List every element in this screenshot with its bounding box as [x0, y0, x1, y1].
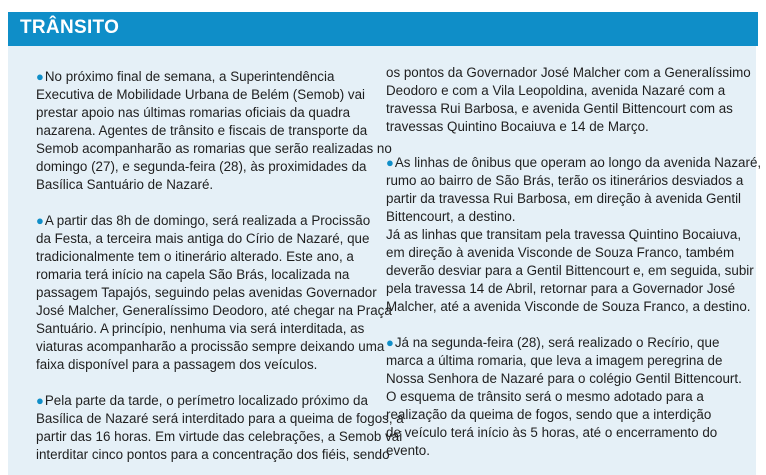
line-text: A partir das 8h de domingo, será realizada a Procissão: [44, 213, 371, 228]
line-text: de veículo terá início às 5 horas, até o encerramento do: [386, 425, 718, 440]
paragraph: [36, 212, 392, 374]
text-line: [386, 118, 732, 136]
line-text: Basílica Santuário de Nazaré.: [36, 177, 214, 192]
left-column: [36, 68, 404, 464]
text-line: [36, 68, 380, 86]
line-text: O esquema de trânsito será o mesmo adotado para a: [386, 389, 704, 404]
line-text: No próximo final de semana, a Superintendência: [44, 69, 335, 84]
text-line: [36, 266, 380, 284]
line-text: Executiva de Mobilidade Urbana de Belém (Semob) vai: [36, 87, 365, 102]
bullet-icon: ●: [386, 335, 394, 350]
line-text: realização da queima de fogos, sendo que a interdição: [386, 407, 712, 422]
text-line: [36, 140, 392, 158]
text-line: [36, 446, 390, 464]
line-text: Nossa Senhora de Nazaré para o colégio Gentil Bittencourt.: [386, 371, 742, 386]
paragraph: [386, 334, 742, 460]
text-line: [36, 284, 380, 302]
text-line: [36, 230, 380, 248]
line-text: partir da travessa Rui Barbosa, em direção à avenida Gentil: [386, 191, 742, 206]
line-text: rumo ao bairro de São Brás, terão os itinerários desviados a: [386, 173, 744, 188]
line-text: Já as linhas que transitam pela travessa Quintino Bocaiuva,: [386, 227, 742, 242]
text-line: [36, 356, 380, 374]
right-column: [386, 64, 762, 460]
text-line: [36, 176, 380, 194]
text-line: [386, 442, 732, 460]
line-text: partir das 16 horas. Em virtude das celebrações, a Semob vai: [36, 429, 403, 444]
text-line: [386, 388, 732, 406]
text-line: [36, 122, 380, 140]
text-line: [386, 406, 732, 424]
line-text: travessas Quintino Bocaiuva e 14 de Março.: [386, 119, 649, 134]
bullet-icon: ●: [36, 393, 44, 408]
text-line: [36, 104, 380, 122]
line-text: faixa disponível para a passagem dos veículos.: [36, 357, 318, 372]
line-text: deverão desviar para a Gentil Bittencourt e, em seguida, subir: [386, 263, 754, 278]
text-line: [36, 392, 380, 410]
text-line: [386, 298, 751, 316]
text-line: [36, 158, 380, 176]
line-text: tradicionalmente tem o itinerário alterado. Este ano, a: [36, 249, 354, 264]
paragraph: [36, 68, 392, 194]
text-line: [386, 82, 732, 100]
paragraph: [386, 64, 751, 136]
bullet-icon: ●: [386, 155, 394, 170]
text-line: [36, 302, 392, 320]
text-line: [36, 338, 385, 356]
text-line: [386, 424, 732, 442]
line-text: Semob acompanharão as romarias que serão realizadas no: [36, 141, 392, 156]
line-text: viaturas acompanharão a procissão sempre deixando uma: [36, 339, 385, 354]
line-text: Basílica de Nazaré será interditado para a queima de fogos, a: [36, 411, 404, 426]
text-line: [386, 172, 744, 190]
paragraph: [386, 154, 762, 316]
bullet-icon: ●: [36, 69, 44, 84]
article-box: [8, 46, 762, 475]
line-text: Deodoro e com a Vila Leopoldina, avenida Nazaré com a: [386, 83, 726, 98]
line-text: Pela parte da tarde, o perímetro localizado próximo da: [44, 393, 368, 408]
line-text: Já na segunda-feira (28), será realizado o Recírio, que: [394, 335, 720, 350]
text-line: [36, 212, 380, 230]
section-header: [8, 12, 758, 46]
text-line: [36, 428, 403, 446]
text-line: [386, 280, 736, 298]
paragraph-gap: [36, 194, 380, 212]
paragraph-gap: [386, 136, 732, 154]
text-line: [386, 64, 751, 82]
line-text: Santuário. A princípio, nenhuma via será interditada, as: [36, 321, 365, 336]
text-line: [386, 262, 754, 280]
line-text: travessa Rui Barbosa, e avenida Gentil Bittencourt com as: [386, 101, 733, 116]
text-line: [386, 226, 742, 244]
text-line: [36, 248, 380, 266]
paragraph-gap: [386, 316, 732, 334]
line-text: interditar cinco pontos para a concentração dos fiéis, sendo: [36, 447, 390, 462]
line-text: em direção à avenida Visconde de Souza Franco, também: [386, 245, 735, 260]
text-line: [386, 244, 735, 262]
line-text: os pontos da Governador José Malcher com a Generalíssimo: [386, 65, 751, 80]
bullet-icon: ●: [36, 213, 44, 228]
paragraph: [36, 392, 404, 464]
text-line: [386, 190, 742, 208]
line-text: evento.: [386, 443, 430, 458]
text-line: [386, 100, 732, 118]
line-text: pela travessa 14 de Abril, retornar para a Governador José: [386, 281, 736, 296]
line-text: marca a última romaria, que leva a imagem peregrina de: [386, 353, 723, 368]
text-line: [386, 208, 732, 226]
text-line: [386, 334, 732, 352]
text-line: [36, 410, 404, 428]
text-line: [36, 320, 380, 338]
line-text: romaria terá início na capela São Brás, localizada na: [36, 267, 350, 282]
section-title: TRÂNSITO: [20, 17, 120, 38]
line-text: José Malcher, Generalíssimo Deodoro, até chegar na Praça: [36, 303, 392, 318]
text-line: [386, 154, 762, 172]
line-text: nazarena. Agentes de trânsito e fiscais de transporte da: [36, 123, 368, 138]
line-text: Bittencourt, a destino.: [386, 209, 516, 224]
line-text: passagem Tapajós, seguindo pelas avenidas Governador: [36, 285, 377, 300]
line-text: da Festa, a terceira mais antiga do Círio de Nazaré, que: [36, 231, 370, 246]
line-text: domingo (27), e segunda-feira (28), às proximidades da: [36, 159, 367, 174]
line-text: As linhas de ônibus que operam ao longo da avenida Nazaré,: [394, 155, 762, 170]
paragraph-gap: [36, 374, 380, 392]
line-text: prestar apoio nas últimas romarias oficiais da quadra: [36, 105, 351, 120]
line-text: Malcher, até a avenida Visconde de Souza Franco, a destino.: [386, 299, 751, 314]
text-line: [36, 86, 380, 104]
text-line: [386, 370, 742, 388]
text-line: [386, 352, 732, 370]
